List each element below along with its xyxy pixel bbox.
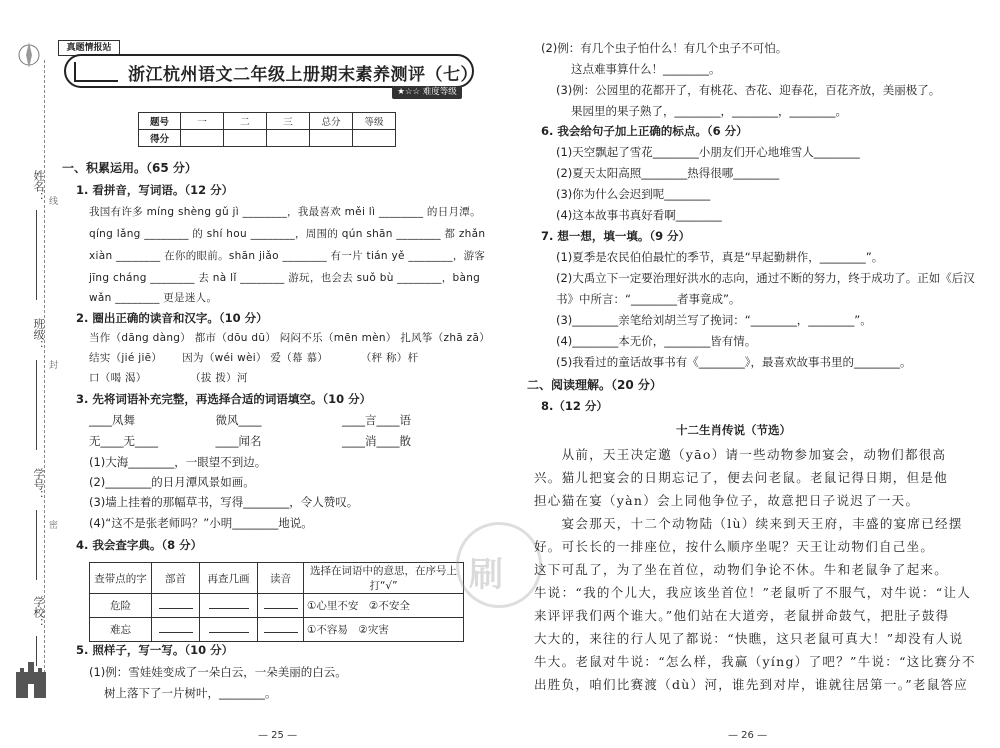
q2-title: 2. 圈出正确的读音和汉字。（10 分）	[76, 311, 268, 325]
binding-margin	[0, 0, 56, 748]
cut-mark-mi: 密	[47, 520, 57, 529]
q5-line[interactable]: 树上落下了一片树叶，________。	[104, 686, 277, 700]
q3-line[interactable]: (3)墙上挂着的那幅草书，写得________，令人赞叹。	[89, 495, 359, 509]
dict-answer-cell[interactable]	[258, 618, 304, 642]
score-cell: 题号	[139, 113, 181, 130]
q6-line[interactable]: (4)这本故事书真好看啊________	[556, 208, 722, 222]
score-input[interactable]	[353, 130, 396, 147]
page-title: 浙江杭州语文二年级上册期末素养测评（七）	[128, 65, 478, 85]
watermark-text: 刷	[469, 555, 503, 595]
q7-line[interactable]: (3)________亲笔给刘胡兰写了挽词：“________，________”。	[556, 313, 872, 327]
passage-line: 兴。猫儿把宴会的日期忘记了，便去问老鼠。老鼠记得日期，但是他	[534, 470, 949, 485]
cut-mark-xian: 线	[47, 196, 57, 205]
q6-line[interactable]: (2)夏天太阳高照________热得很哪________	[556, 166, 780, 180]
q3-line[interactable]: (1)大海________，一眼望不到边。	[89, 455, 267, 469]
title-decoration	[74, 62, 118, 82]
q7-line: (2)大禹立下一定要治理好洪水的志向，通过不断的努力，终于成功了。正如《后汉	[556, 271, 975, 285]
passage-line: 来评评我们两个谁大。”他们站在大道旁，老鼠拼命鼓气，把肚子鼓得	[534, 608, 950, 623]
dict-answer-cell[interactable]	[258, 594, 304, 618]
dict-answer-cell[interactable]	[200, 594, 258, 618]
dict-header: 再查几画	[200, 563, 258, 594]
q1-title: 1. 看拼音，写词语。（12 分）	[76, 183, 234, 197]
dict-word: 难忘	[90, 618, 152, 642]
q7-line[interactable]: (4)________本无价，________皆有情。	[556, 334, 757, 348]
q4-title: 4. 我会查字典。（8 分）	[76, 538, 203, 552]
dict-word: 危险	[90, 594, 152, 618]
q1-line[interactable]: wǎn ________ 更是迷人。	[89, 292, 218, 304]
q6-line[interactable]: (3)你为什么会迟到呢________	[556, 187, 711, 201]
score-cell: 二	[224, 113, 267, 130]
q5-title: 5. 照样子，写一写。（10 分）	[76, 643, 234, 657]
q1-line[interactable]: jīng cháng ________ 去 nà lǐ ________ 游玩，也会去 suǒ bù ________，bàng	[89, 272, 481, 284]
score-cell: 三	[267, 113, 310, 130]
dict-answer-cell[interactable]	[200, 618, 258, 642]
page-number-right: — 26 —	[728, 730, 768, 741]
class-field[interactable]	[36, 360, 37, 450]
passage-line: 担心猫在宴（yàn）会上同他争位子，故意把日子说迟了一天。	[534, 493, 920, 508]
q2-line[interactable]: 结实（jié jiē） 因为（wéi wèi） 爱（幕 慕） （秤 称）杆	[89, 352, 419, 364]
q3-line[interactable]: ____凤舞 微风____ ____言____语	[89, 413, 411, 427]
score-cell: 一	[181, 113, 224, 130]
q7-line[interactable]: (5)我看过的童话故事书有《________》，最喜欢故事书里的________。	[556, 355, 912, 369]
cut-mark-feng: 封	[47, 360, 57, 369]
score-cell: 等级	[353, 113, 396, 130]
dict-answer-cell[interactable]	[152, 594, 200, 618]
dict-header: 查带点的字	[90, 563, 152, 594]
name-field[interactable]	[36, 210, 37, 300]
q7-line[interactable]: (1)夏季是农民伯伯最忙的季节，真是“早起勤耕作，________”。	[556, 250, 884, 264]
q7-line[interactable]: 书》中所言：“________者事竟成”。	[556, 292, 741, 306]
passage-title: 十二生肖传说（节选）	[676, 423, 791, 437]
q5-line[interactable]: 这点难事算什么！________。	[571, 62, 721, 76]
passage-line: 宴会那天，十二个动物陆（lù）续来到天王府，丰盛的宴席已经摆	[534, 516, 963, 531]
q2-line[interactable]: 口（喝 渴） （拔 拨）河	[89, 372, 248, 384]
passage-line: 这下可乱了，为了坐在首位，动物们争论不休。牛和老鼠争了起来。	[534, 562, 949, 577]
q5-line: (1)例：雪娃娃变成了一朵白云，一朵美丽的白云。	[89, 665, 347, 679]
compass-icon	[12, 38, 46, 72]
passage-line: 从前，天王决定邀（yāo）请一些动物参加宴会，动物们都很高	[534, 447, 947, 462]
class-label: 班级：	[32, 318, 45, 351]
score-input[interactable]	[224, 130, 267, 147]
passage-line: 大大的，来往的行人见了都说：“快瞧，这只老鼠可真大！”却没有人说	[534, 631, 964, 646]
dict-meaning[interactable]: ①不容易 ②灾害	[304, 618, 464, 642]
q6-line[interactable]: (1)天空飘起了雪花________小朋友们开心地堆雪人________	[556, 145, 860, 159]
student-no-label: 学号：	[32, 468, 45, 501]
passage-line: 好。可长长的一排座位，按什么顺序坐呢？天王让动物们自己坐。	[534, 539, 935, 554]
score-input[interactable]	[267, 130, 310, 147]
section-2-heading: 二、阅读理解。（20 分）	[527, 378, 662, 392]
watermark-logo	[456, 522, 542, 608]
section-1-heading: 一、积累运用。（65 分）	[62, 161, 197, 175]
q2-line[interactable]: 当作（dāng dàng） 都市（dōu dū） 闷闷不乐（mēn mèn） 扎风筝（zhā zā）	[89, 332, 490, 344]
castle-icon	[14, 650, 48, 700]
q3-title: 3. 先将词语补充完整，再选择合适的词语填空。（10 分）	[76, 392, 372, 406]
page-number-left: — 25 —	[258, 730, 298, 741]
score-table	[138, 112, 396, 147]
difficulty-badge: ★☆☆ 难度等级	[392, 86, 462, 99]
exam-tag: 真题情报站	[58, 40, 120, 56]
score-input[interactable]	[181, 130, 224, 147]
dict-answer-cell[interactable]	[152, 618, 200, 642]
student-no-field[interactable]	[36, 510, 37, 580]
q3-line[interactable]: (4)“这不是张老师吗？”小明________地说。	[89, 516, 313, 530]
name-label: 姓名：	[32, 170, 45, 203]
q3-line[interactable]: 无____无____ ____闻名 ____消____散	[89, 434, 411, 448]
q7-title: 7. 想一想，填一填。（9 分）	[541, 229, 691, 243]
dict-header: 部首	[152, 563, 200, 594]
cut-line	[44, 60, 45, 688]
passage-line: 牛说：“我的个儿大，我应该坐首位！”老鼠听了不服气，对牛说：“让人	[534, 585, 972, 600]
q8-title: 8.（12 分）	[541, 399, 608, 413]
q1-line[interactable]: 我国有许多 míng shèng gǔ jì ________，我最喜欢 měi lì ________ 的日月潭。	[89, 206, 481, 218]
dict-meaning[interactable]: ①心里不安 ②不安全	[304, 594, 464, 618]
passage-line: 牛大。老鼠对牛说：“怎么样，我赢（yíng）了吧？”牛说：“这比赛分不	[534, 654, 976, 669]
q5-line[interactable]: 果园里的果子熟了，________，________，________。	[571, 104, 847, 118]
q1-line[interactable]: qíng lǎng ________ 的 shí hou ________，周围的 qún shān ________ 都 zhǎn	[89, 228, 486, 240]
q6-title: 6. 我会给句子加上正确的标点。（6 分）	[541, 124, 748, 138]
q5-example2: (2)例：有几个虫子怕什么！有几个虫子不可怕。	[541, 41, 788, 55]
dict-header: 读音	[258, 563, 304, 594]
dict-header: 选择在词语中的意思，在序号上打“√”	[304, 563, 464, 594]
q3-line[interactable]: (2)________的日月潭风景如画。	[89, 475, 255, 489]
school-label: 学校：	[32, 596, 45, 629]
score-cell: 得分	[139, 130, 181, 147]
q5-example3: (3)例：公园里的花都开了，有桃花、杏花、迎春花，百花齐放，美丽极了。	[556, 83, 941, 97]
passage-line: 出胜负，咱们比赛渡（dù）河，谁先到对岸，谁就往居第一。”老鼠答应	[534, 677, 969, 692]
score-input[interactable]	[310, 130, 353, 147]
score-cell: 总分	[310, 113, 353, 130]
q1-line[interactable]: xiàn ________ 在你的眼前。shān jiǎo ________ 有一片 tián yě ________，游客	[89, 250, 486, 262]
dictionary-table	[89, 562, 464, 642]
